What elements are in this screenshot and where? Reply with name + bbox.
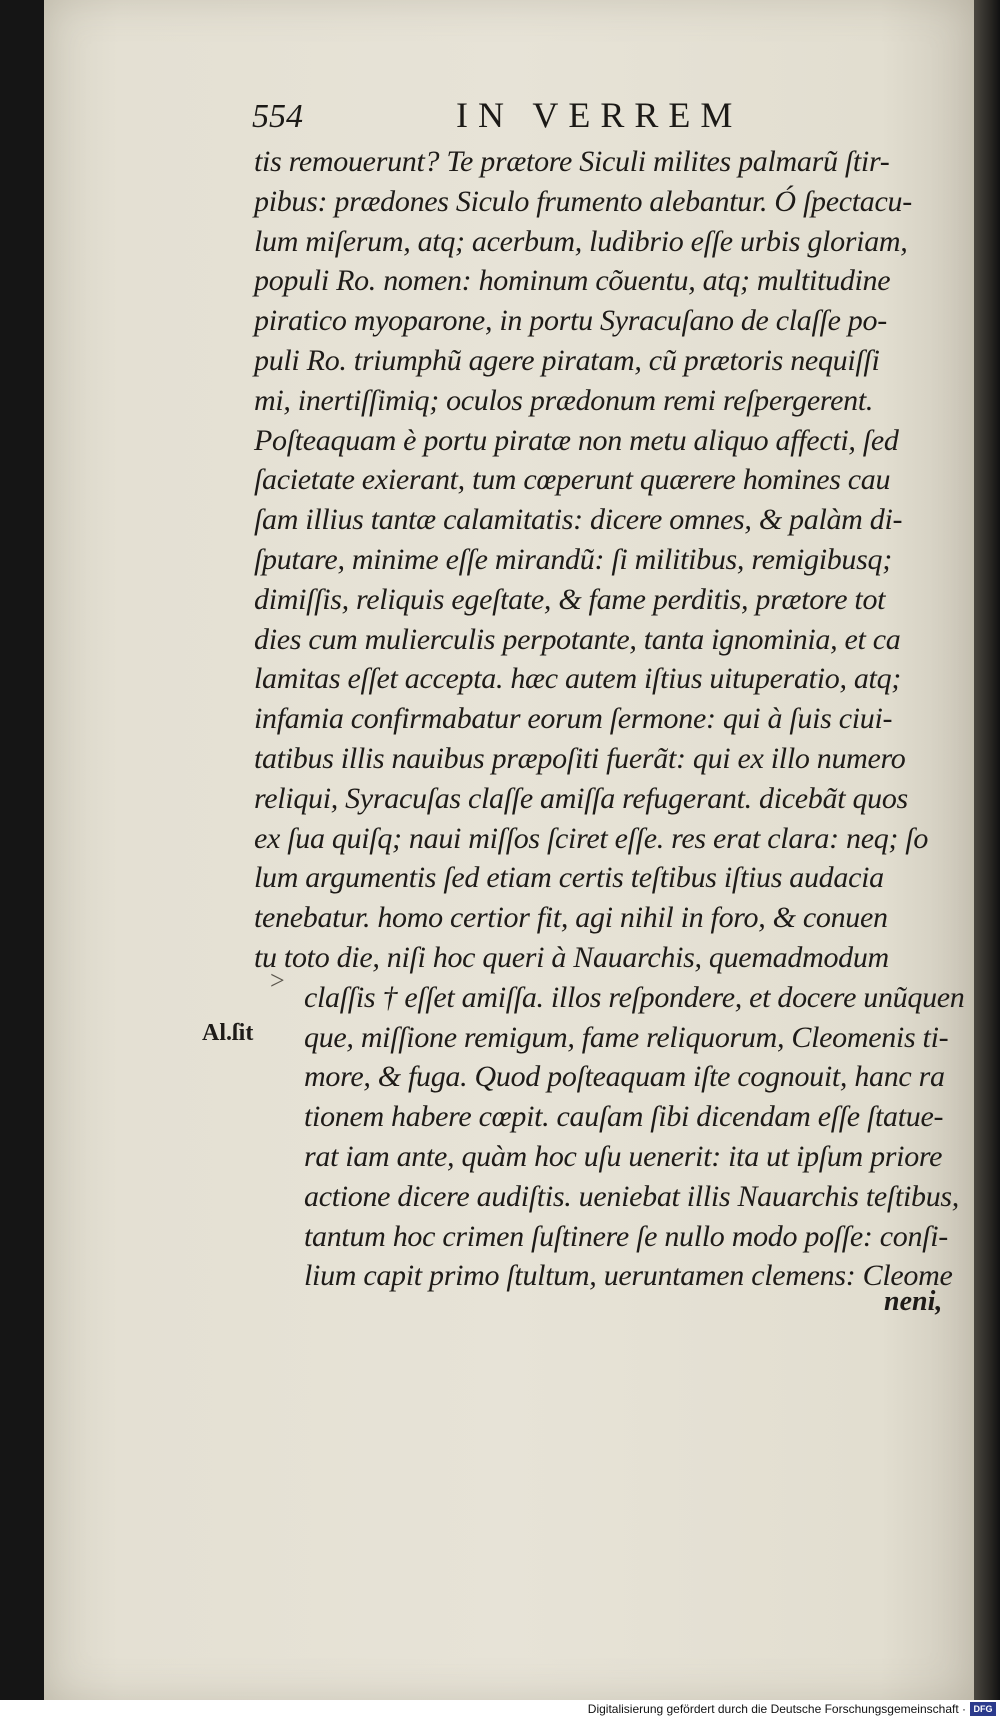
- margin-mark: >: [270, 966, 285, 995]
- text-line: ex ſua quiſq; naui miſſos ſciret eſſe. res erat clara: neq; ſo: [254, 821, 929, 855]
- text-line: infamia confirmabatur eorum ſermone: qui à ſuis ciui-: [254, 702, 893, 736]
- text-line: rat iam ante, quàm hoc uſu uenerit: ita ut ipſum priore: [304, 1139, 943, 1173]
- text-line: puli Ro. triumphũ agere piratam, cũ prætoris nequiſſi: [254, 343, 880, 377]
- text-line: claſſis † eſſet amiſſa. illos reſpondere, et docere unũquen: [304, 980, 965, 1014]
- text-line: dimiſſis, reliquis egeſtate, & fame perditis, prætore tot: [254, 582, 886, 616]
- text-line: dies cum mulierculis perpotante, tanta ignominia, et ca: [254, 622, 901, 656]
- funding-credit: Digitalisierung gefördert durch die Deutsche Forschungsgemeinschaft ·: [587, 1702, 966, 1716]
- page-number: 554: [252, 98, 303, 135]
- text-line: tatibus illis nauibus præpoſiti fuerãt: qui ex illo numero: [254, 741, 906, 775]
- text-line: ſacietate exierant, tum cœperunt quærere homines cau: [254, 463, 891, 497]
- text-line: more, & fuga. Quod poſteaquam iſte cognouit, hanc ra: [304, 1060, 945, 1094]
- dfg-logo: DFG: [970, 1702, 996, 1716]
- text-line: lum miſerum, atq; acerbum, ludibrio eſſe urbis gloriam,: [254, 224, 908, 258]
- text-line: que, miſſione remigum, fame reliquorum, Cleomenis ti-: [304, 1020, 949, 1054]
- book-page: [44, 0, 974, 1700]
- text-line: tionem habere cœpit. cauſam ſibi dicendam eſſe ſtatue-: [304, 1100, 944, 1134]
- text-line: piratico myoparone, in portu Syracuſano de claſſe po-: [254, 304, 887, 338]
- page-header: [44, 88, 974, 138]
- text-line: tis remouerunt? Te prætore Siculi milites palmarũ ſtir-: [254, 145, 890, 178]
- text-line: Poſteaquam è portu piratæ non metu aliquo affecti, ſed: [254, 423, 899, 457]
- text-line: populi Ro. nomen: hominum cõuentu, atq; multitudine: [254, 264, 891, 298]
- catchword: neni,: [884, 1286, 943, 1317]
- text-line: actione dicere audiſtis. ueniebat illis Nauarchis teſtibus,: [304, 1179, 960, 1213]
- text-line: reliqui, Syracuſas claſſe amiſſa refugerant. dicebãt quos: [254, 781, 908, 815]
- marginal-note: Al.ſit: [202, 1020, 254, 1046]
- text-line: mi, inertiſſimiq; oculos prædonum remi reſpergerent.: [254, 383, 874, 417]
- digitization-footer: [0, 1700, 1000, 1719]
- text-line: pibus: prædones Siculo frumento alebantur. Ó ſpectacu-: [254, 184, 912, 218]
- text-line: lum argumentis ſed etiam certis teſtibus iſtius audacia: [254, 861, 884, 895]
- text-line: tu toto die, niſi hoc queri à Nauarchis, quemadmodum: [254, 940, 889, 974]
- text-line: lamitas eſſet accepta. hæc autem iſtius uituperatio, atq;: [254, 662, 901, 696]
- text-line: ſputare, minime eſſe mirandũ: ſi militibus, remigibusq;: [254, 542, 892, 576]
- text-line: lium capit primo ſtultum, ueruntamen clemens: Cleome: [304, 1259, 953, 1293]
- text-line: tenebatur. homo certior fit, agi nihil in foro, & conuen: [254, 901, 888, 935]
- text-line: ſam illius tantæ calamitatis: dicere omnes, & palàm di-: [254, 503, 903, 537]
- text-line: tantum hoc crimen ſuſtinere ſe nullo modo poſſe: conſi-: [304, 1219, 948, 1253]
- body-text: [254, 142, 965, 1296]
- page-edge-shadow: [974, 0, 1000, 1700]
- running-head: IN VERREM: [456, 95, 743, 135]
